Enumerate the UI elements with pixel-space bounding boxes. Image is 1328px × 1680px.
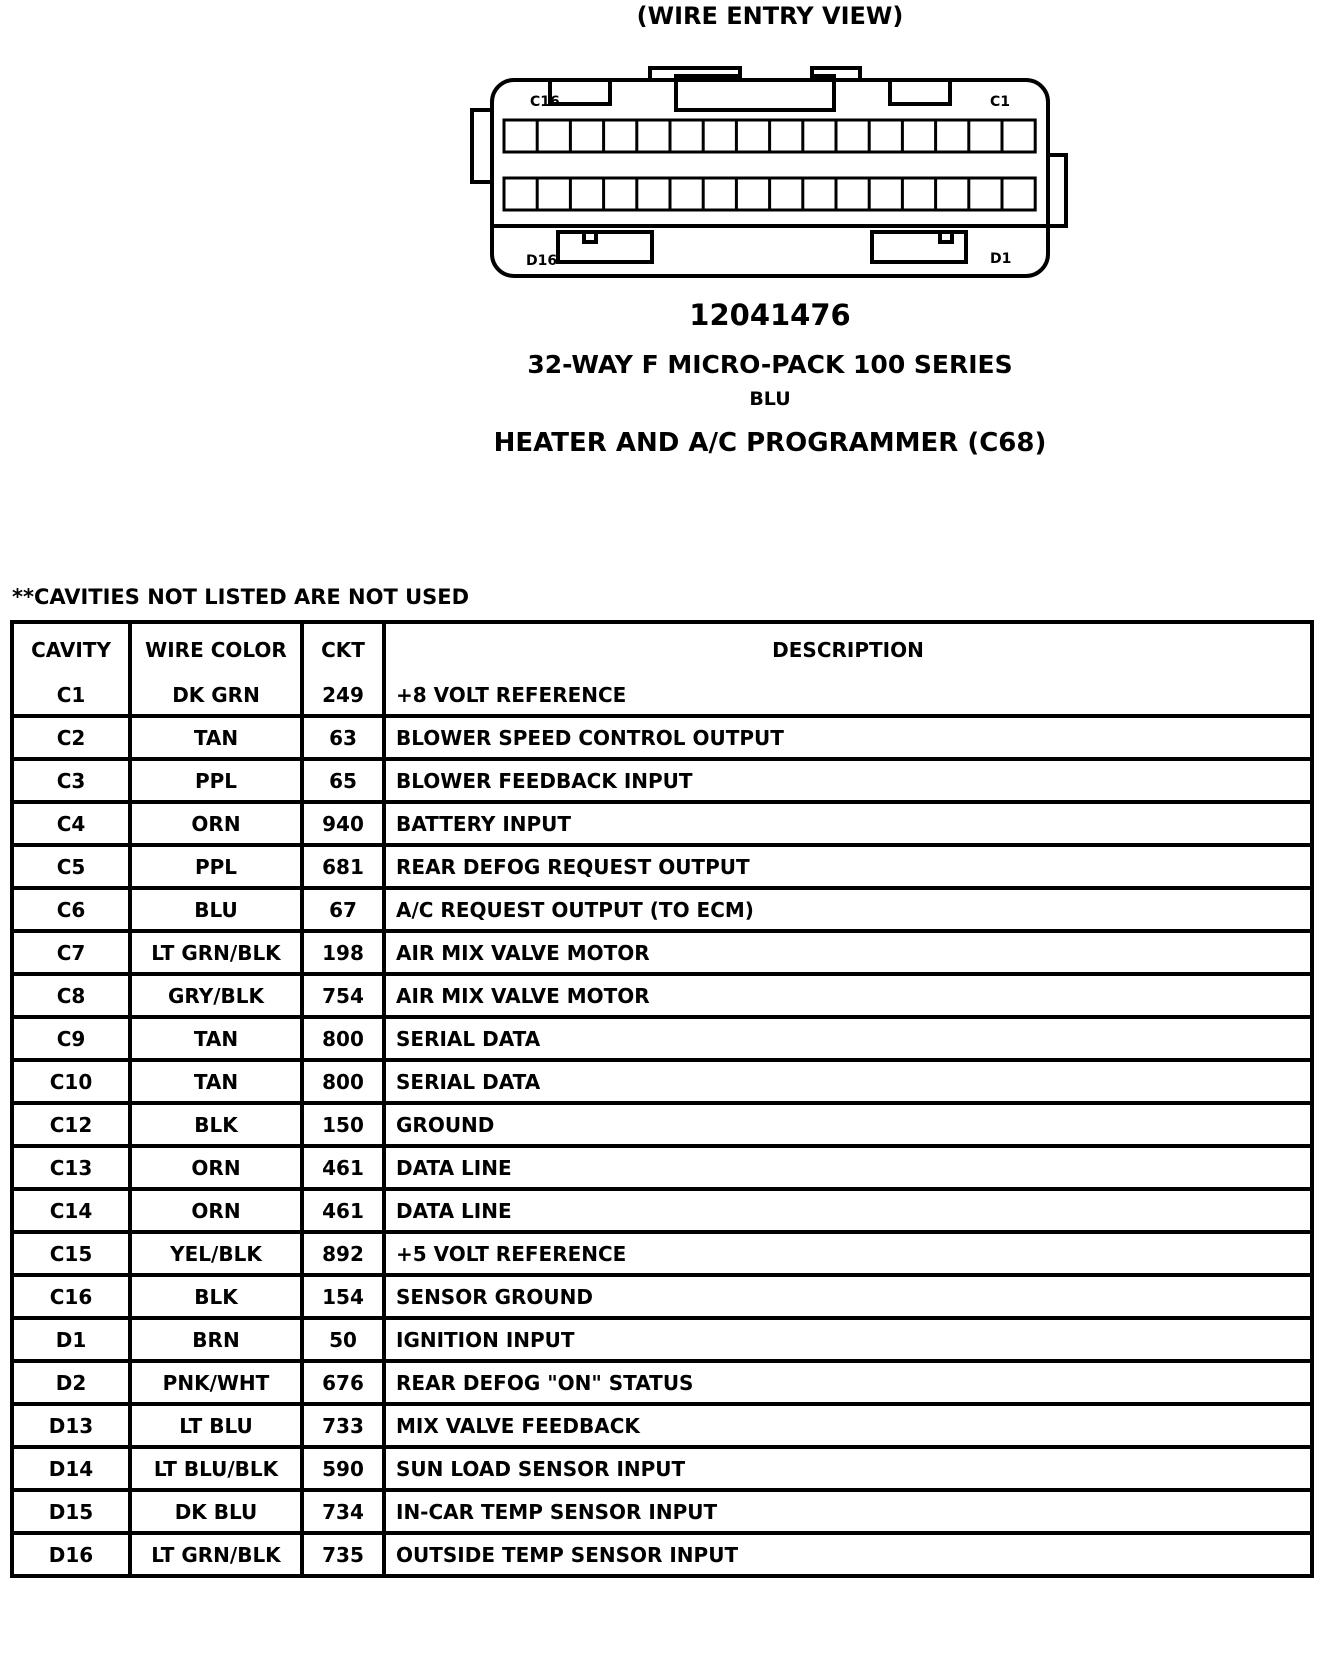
- cell-ckt: 198: [304, 933, 386, 976]
- cell-description: BLOWER SPEED CONTROL OUTPUT: [386, 718, 1310, 761]
- cell-description: DATA LINE: [386, 1148, 1310, 1191]
- label-d16: D16: [526, 253, 558, 269]
- cell-wire-color: GRY/BLK: [132, 976, 304, 1019]
- cell-ckt: 590: [304, 1449, 386, 1492]
- cell-cavity: D2: [14, 1363, 132, 1406]
- label-c16: C16: [530, 94, 560, 110]
- table-row: [14, 847, 1310, 890]
- cell-cavity: C16: [14, 1277, 132, 1320]
- cell-description: OUTSIDE TEMP SENSOR INPUT: [396, 1542, 739, 1567]
- cell-ckt: 892: [304, 1234, 386, 1277]
- cell-description: AIR MIX VALVE MOTOR: [386, 933, 1310, 976]
- table-row: [14, 1535, 1310, 1574]
- table-row: [14, 1148, 1310, 1191]
- cell-description: +8 VOLT REFERENCE: [386, 675, 1310, 718]
- cell-wire-color: BRN: [132, 1320, 304, 1363]
- connector-key-left-notch: [584, 232, 596, 242]
- unused-cavities-note: **CAVITIES NOT LISTED ARE NOT USED: [12, 585, 470, 609]
- cell-wire-color: DK GRN: [132, 675, 304, 718]
- cell-description: DATA LINE: [386, 1191, 1310, 1234]
- cell-cavity: C3: [14, 761, 132, 804]
- cell-ckt: 733: [304, 1406, 386, 1449]
- pinout-table: [10, 620, 1314, 1578]
- table-row: [14, 1062, 1310, 1105]
- table-row: [14, 1449, 1310, 1492]
- cell-description: BLOWER FEEDBACK INPUT: [386, 761, 1310, 804]
- cell-wire-color: BLK: [132, 1105, 304, 1148]
- cell-ckt: 735: [304, 1535, 386, 1574]
- table-row: [14, 1019, 1310, 1062]
- cell-ckt: 940: [304, 804, 386, 847]
- cell-cavity: C8: [14, 976, 132, 1019]
- cell-ckt: 67: [304, 890, 386, 933]
- cell-ckt: 65: [304, 761, 386, 804]
- cell-ckt: 154: [304, 1277, 386, 1320]
- cell-cavity: D15: [14, 1492, 132, 1535]
- table-row: [14, 1277, 1310, 1320]
- cell-ckt: 800: [304, 1019, 386, 1062]
- table-row: [14, 675, 1310, 718]
- header-description: DESCRIPTION: [772, 637, 924, 662]
- cell-wire-color: BLU: [132, 890, 304, 933]
- cell-ckt: 249: [304, 675, 386, 718]
- cell-ckt: 50: [304, 1320, 386, 1363]
- cell-cavity: C1: [14, 675, 132, 718]
- cell-wire-color: PPL: [132, 761, 304, 804]
- table-row: [14, 718, 1310, 761]
- cell-cavity: C14: [14, 1191, 132, 1234]
- cell-description: +5 VOLT REFERENCE: [386, 1234, 1310, 1277]
- cell-cavity: C7: [14, 933, 132, 976]
- cell-description: REAR DEFOG "ON" STATUS: [386, 1363, 1310, 1406]
- cell-cavity: D1: [14, 1320, 132, 1363]
- connector-key-left: [558, 232, 652, 262]
- cell-description: BATTERY INPUT: [386, 804, 1310, 847]
- header-cavity: CAVITY: [14, 624, 132, 675]
- table-row: [14, 933, 1310, 976]
- cell-wire-color: TAN: [132, 1062, 304, 1105]
- view-title: (WIRE ENTRY VIEW): [636, 2, 904, 30]
- cell-cavity: C12: [14, 1105, 132, 1148]
- label-d1: D1: [990, 251, 1012, 267]
- cell-cavity: D16: [14, 1535, 132, 1574]
- cell-description: REAR DEFOG REQUEST OUTPUT: [386, 847, 1310, 890]
- cell-wire-color: DK BLU: [132, 1492, 304, 1535]
- cell-cavity: C2: [14, 718, 132, 761]
- cell-ckt: 461: [304, 1148, 386, 1191]
- cell-cavity: C9: [14, 1019, 132, 1062]
- cell-description: GROUND: [386, 1105, 1310, 1148]
- cell-wire-color: TAN: [132, 718, 304, 761]
- table-row: [14, 1191, 1310, 1234]
- table-row: [14, 1234, 1310, 1277]
- table-row: [14, 1406, 1310, 1449]
- connector-diagram: [470, 60, 1070, 290]
- cell-wire-color: LT BLU/BLK: [132, 1449, 304, 1492]
- header-wire-color: WIRE COLOR: [132, 624, 304, 675]
- cell-description: IGNITION INPUT: [386, 1320, 1310, 1363]
- cell-cavity: C6: [14, 890, 132, 933]
- cell-wire-color: PPL: [132, 847, 304, 890]
- cell-wire-color: ORN: [132, 1148, 304, 1191]
- table-header-row: [14, 624, 1310, 675]
- table-row: [14, 1320, 1310, 1363]
- table-row: [14, 804, 1310, 847]
- label-c1: C1: [990, 94, 1011, 110]
- cell-cavity: C15: [14, 1234, 132, 1277]
- cell-cavity: C5: [14, 847, 132, 890]
- connector-latch: [550, 68, 950, 110]
- cell-wire-color: ORN: [132, 1191, 304, 1234]
- cell-cavity: D14: [14, 1449, 132, 1492]
- connector-key-right-notch: [940, 232, 952, 242]
- cell-ckt: 754: [304, 976, 386, 1019]
- cell-description: SENSOR GROUND: [386, 1277, 1310, 1320]
- cell-description: IN-CAR TEMP SENSOR INPUT: [386, 1492, 1310, 1535]
- table-row: [14, 976, 1310, 1019]
- connector-color: BLU: [749, 388, 791, 410]
- cell-cavity: C10: [14, 1062, 132, 1105]
- table-row: [14, 761, 1310, 804]
- cell-wire-color: LT BLU: [132, 1406, 304, 1449]
- cell-ckt: 800: [304, 1062, 386, 1105]
- cell-wire-color: YEL/BLK: [132, 1234, 304, 1277]
- header-ckt: CKT: [304, 624, 386, 675]
- cell-wire-color: LT GRN/BLK: [132, 1535, 304, 1574]
- cell-ckt: 681: [304, 847, 386, 890]
- cell-description: A/C REQUEST OUTPUT (TO ECM): [386, 890, 1310, 933]
- cell-ckt: 676: [304, 1363, 386, 1406]
- component-name: HEATER AND A/C PROGRAMMER (C68): [493, 428, 1047, 458]
- cell-wire-color: TAN: [132, 1019, 304, 1062]
- cell-cavity: C13: [14, 1148, 132, 1191]
- cell-cavity: D13: [14, 1406, 132, 1449]
- connector-left-ear: [472, 110, 492, 182]
- cell-ckt: 63: [304, 718, 386, 761]
- cell-ckt: 150: [304, 1105, 386, 1148]
- cell-description: AIR MIX VALVE MOTOR: [386, 976, 1310, 1019]
- table-row: [14, 1363, 1310, 1406]
- cell-description: SERIAL DATA: [386, 1062, 1310, 1105]
- cell-wire-color: LT GRN/BLK: [132, 933, 304, 976]
- cell-wire-color: PNK/WHT: [132, 1363, 304, 1406]
- cell-cavity: C4: [14, 804, 132, 847]
- connector-series: 32-WAY F MICRO-PACK 100 SERIES: [527, 350, 1013, 379]
- cell-description: MIX VALVE FEEDBACK: [386, 1406, 1310, 1449]
- cell-ckt: 461: [304, 1191, 386, 1234]
- connector-right-ear: [1048, 155, 1066, 226]
- cell-ckt: 734: [304, 1492, 386, 1535]
- cell-wire-color: BLK: [132, 1277, 304, 1320]
- table-row: [14, 1492, 1310, 1535]
- cell-description: SUN LOAD SENSOR INPUT: [386, 1449, 1310, 1492]
- cell-wire-color: ORN: [132, 804, 304, 847]
- table-row: [14, 890, 1310, 933]
- table-row: [14, 1105, 1310, 1148]
- cell-description: SERIAL DATA: [386, 1019, 1310, 1062]
- part-number: 12041476: [689, 298, 851, 332]
